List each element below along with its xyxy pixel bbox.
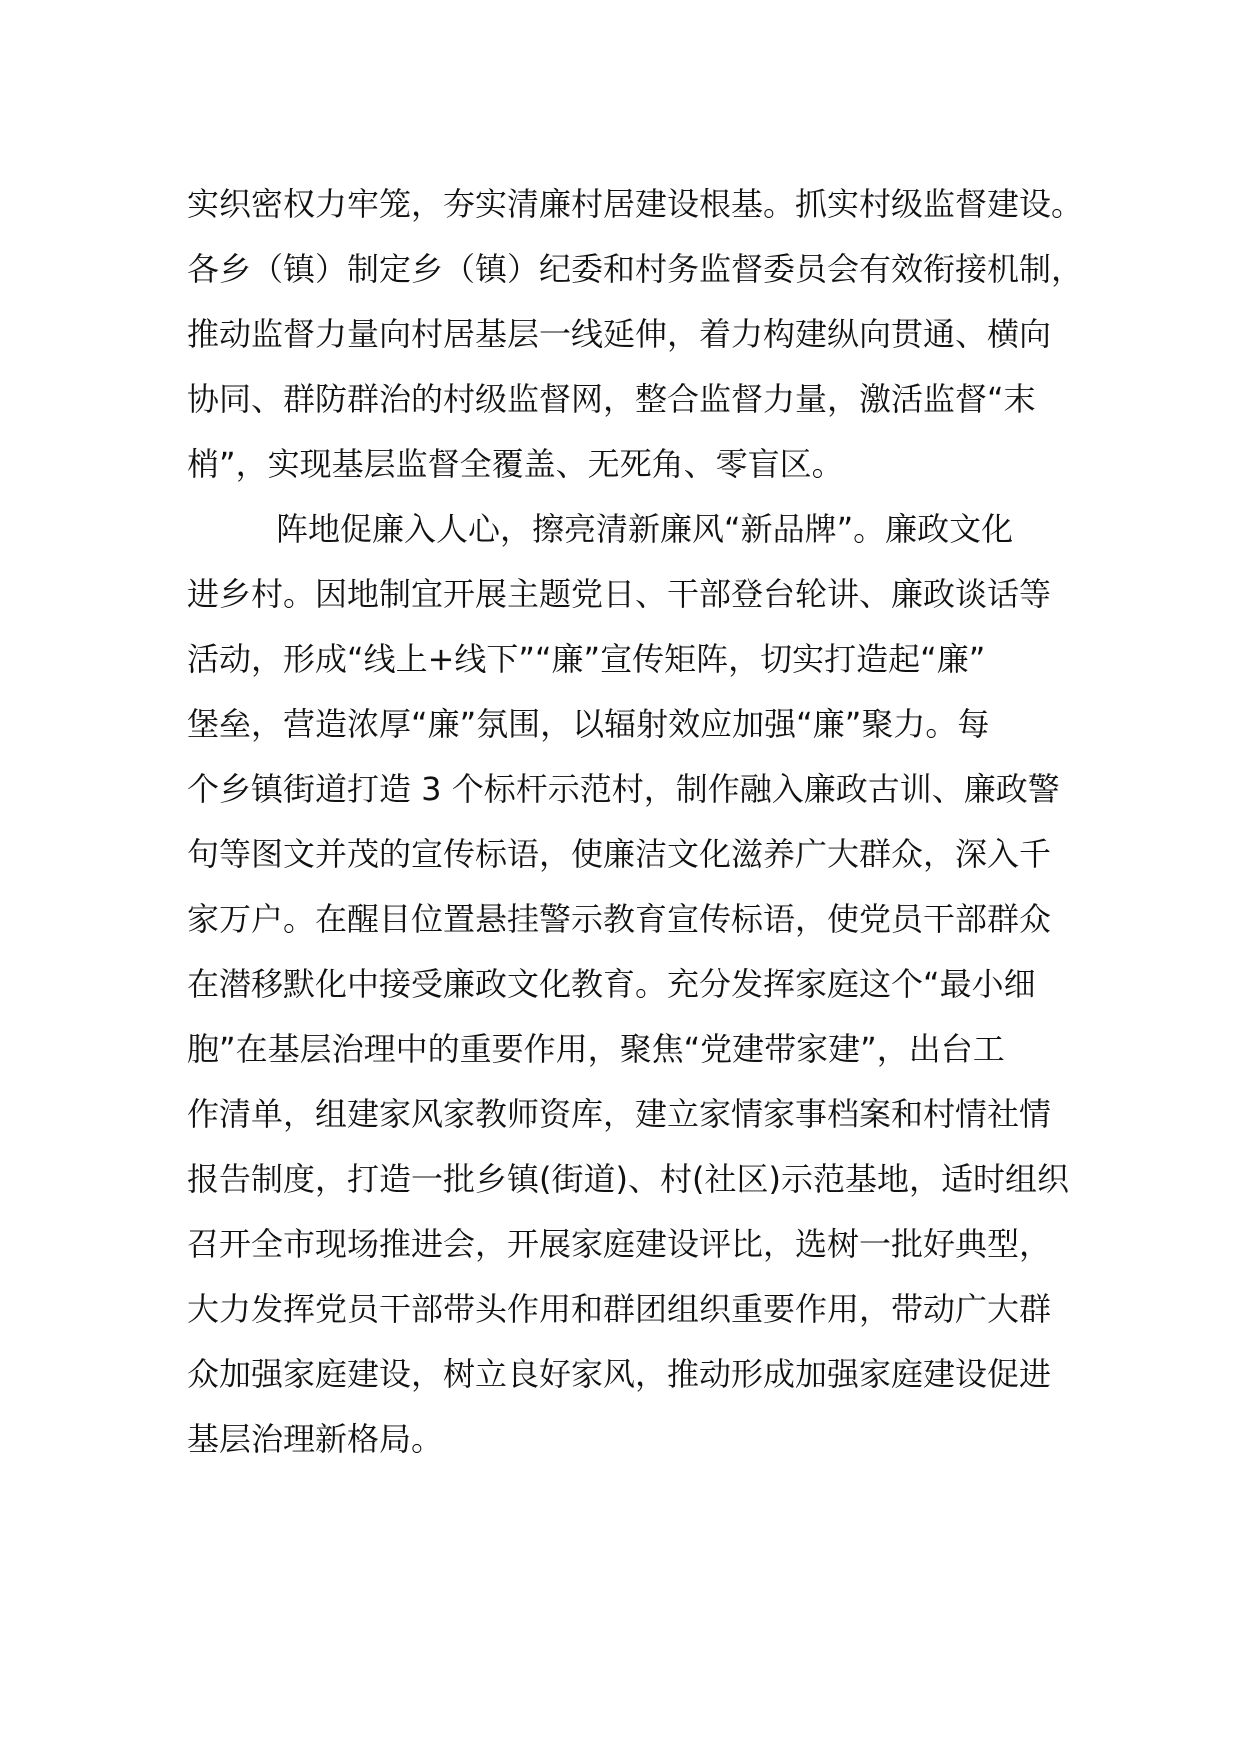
paragraph-line: 梢”，实现基层监督全覆盖、无死角、零盲区。: [187, 445, 844, 483]
paragraph-line: 协同、群防群治的村级监督网，整合监督力量，激活监督“末: [187, 380, 1036, 418]
paragraph-line-indented: 阵地促廉入人心，擦亮清新廉风“新品牌”。廉政文化: [276, 510, 1014, 548]
paragraph-line: 各乡（镇）制定乡（镇）纪委和村务监督委员会有效衔接机制，: [187, 250, 1084, 288]
paragraph-line: 众加强家庭建设，树立良好家风，推动形成加强家庭建设促进: [187, 1355, 1052, 1393]
paragraph-line: 召开全市现场推进会，开展家庭建设评比，选树一批好典型，: [187, 1225, 1052, 1263]
paragraph-line: 进乡村。因地制宜开展主题党日、干部登台轮讲、廉政谈话等: [187, 575, 1052, 613]
paragraph-2: [187, 497, 1067, 1472]
paragraph-line: 在潜移默化中接受廉政文化教育。充分发挥家庭这个“最小细: [187, 965, 1036, 1003]
paragraph-line: 活动，形成“线上+线下”“廉”宣传矩阵，切实打造起“廉”: [187, 640, 986, 678]
paragraph-1: [187, 172, 1084, 497]
paragraph-line: 大力发挥党员干部带头作用和群团组织重要作用，带动广大群: [187, 1290, 1052, 1328]
paragraph-line: 胞”在基层治理中的重要作用，聚焦“党建带家建”，出台工: [187, 1030, 1005, 1068]
document-body: [187, 172, 1084, 1472]
paragraph-line: 句等图文并茂的宣传标语，使廉洁文化滋养广大群众，深入千: [187, 835, 1052, 873]
paragraph-line: 个乡镇街道打造 3 个标杆示范村，制作融入廉政古训、廉政警: [187, 770, 1060, 808]
paragraph-line: 作清单，组建家风家教师资库，建立家情家事档案和村情社情: [187, 1095, 1052, 1133]
paragraph-line: 家万户。在醒目位置悬挂警示教育宣传标语，使党员干部群众: [187, 900, 1052, 938]
paragraph-line: 基层治理新格局。: [187, 1420, 444, 1458]
paragraph-line: 堡垒，营造浓厚“廉”氛围，以辐射效应加强“廉”聚力。每: [187, 705, 990, 743]
paragraph-line: 报告制度，打造一批乡镇(街道)、村(社区)示范基地，适时组织: [187, 1160, 1069, 1198]
paragraph-line: 实织密权力牢笼，夯实清廉村居建设根基。抓实村级监督建设。: [187, 185, 1084, 223]
paragraph-line: 推动监督力量向村居基层一线延伸，着力构建纵向贯通、横向: [187, 315, 1052, 353]
